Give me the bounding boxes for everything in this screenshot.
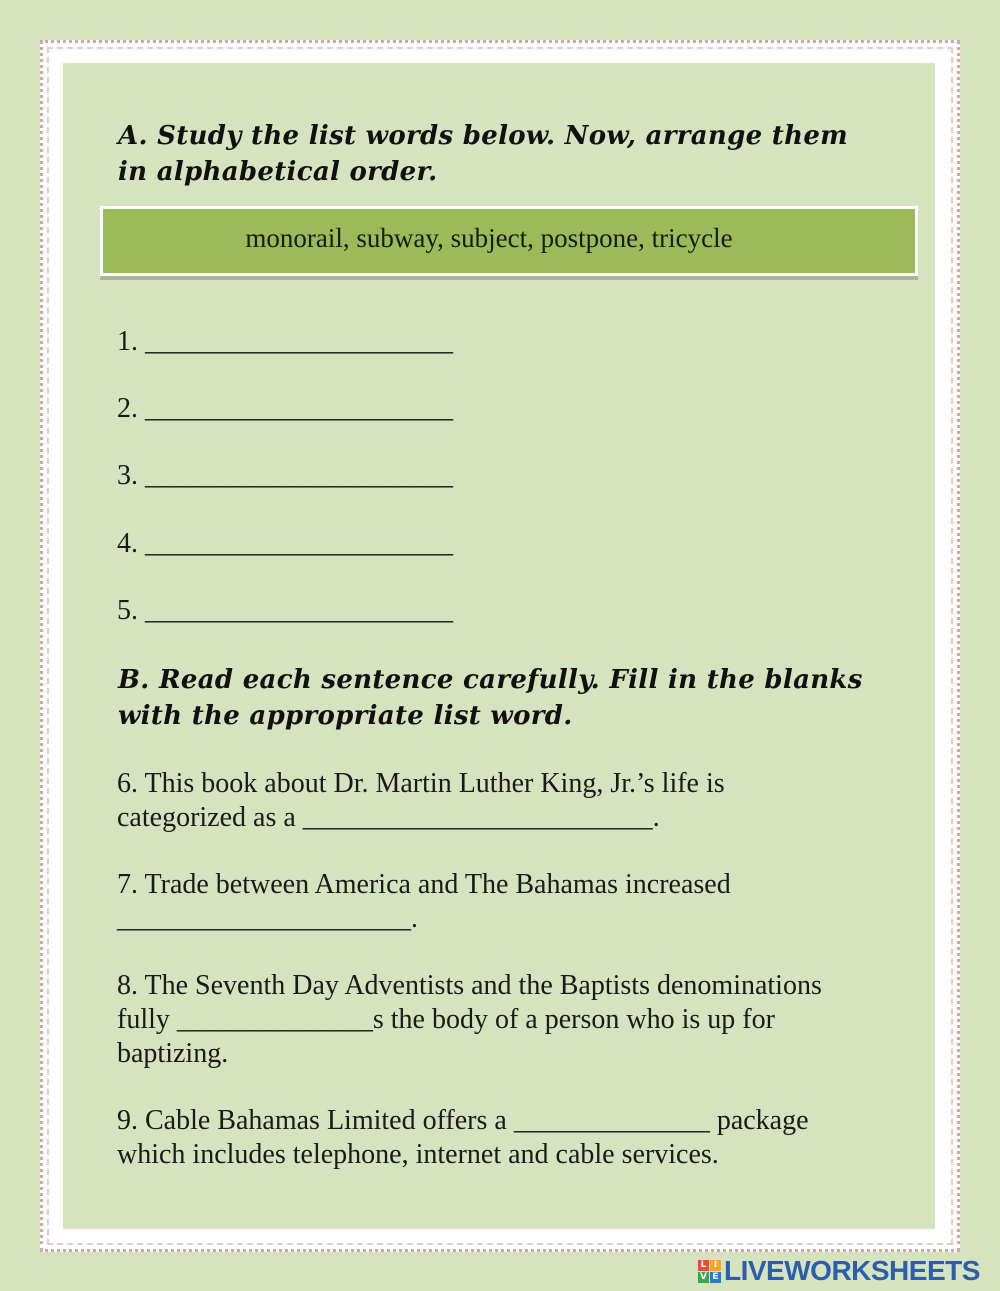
section-a-heading-line2: in alphabetical order. bbox=[118, 157, 438, 187]
question-7-line2[interactable]: _____________________. bbox=[117, 903, 418, 934]
question-7 bbox=[117, 868, 917, 936]
logo-letter-i: I bbox=[710, 1260, 721, 1271]
section-b-heading bbox=[118, 662, 918, 734]
logo-icon bbox=[698, 1260, 721, 1283]
liveworksheets-logo[interactable] bbox=[698, 1255, 980, 1287]
section-a-heading bbox=[118, 118, 918, 190]
question-9-line2: which includes telephone, internet and cable services. bbox=[117, 1139, 719, 1170]
logo-letter-e: E bbox=[710, 1272, 721, 1283]
question-7-line1: 7. Trade between America and The Bahamas increased bbox=[117, 869, 731, 900]
question-6-line2[interactable]: categorized as a _________________________. bbox=[117, 802, 660, 833]
question-9-line1[interactable]: 9. Cable Bahamas Limited offers a ______________ package bbox=[117, 1105, 809, 1136]
question-8-line1: 8. The Seventh Day Adventists and the Baptists denominations bbox=[117, 970, 822, 1001]
question-8-line2[interactable]: fully ______________s the body of a person who is up for bbox=[117, 1004, 775, 1035]
question-6-line1: 6. This book about Dr. Martin Luther King, Jr.’s life is bbox=[117, 768, 725, 799]
logo-text: LIVEWORKSHEETS bbox=[724, 1255, 980, 1286]
answer-line-2[interactable]: 2. ______________________ bbox=[117, 393, 453, 424]
answer-line-3[interactable]: 3. ______________________ bbox=[117, 460, 453, 491]
section-b-heading-line2: with the appropriate list word. bbox=[118, 701, 573, 731]
word-list-box bbox=[100, 206, 918, 276]
logo-letter-l: L bbox=[698, 1260, 709, 1271]
question-9 bbox=[117, 1104, 917, 1172]
answer-line-5[interactable]: 5. ______________________ bbox=[117, 595, 453, 626]
question-8 bbox=[117, 969, 917, 1071]
logo-letter-v: V bbox=[698, 1272, 709, 1283]
section-a-heading-line1: A. Study the list words below. Now, arrange them bbox=[118, 121, 848, 151]
question-6 bbox=[117, 767, 917, 835]
answer-line-4[interactable]: 4. ______________________ bbox=[117, 528, 453, 559]
answer-line-1[interactable]: 1. ______________________ bbox=[117, 326, 453, 357]
question-8-line3: baptizing. bbox=[117, 1038, 229, 1069]
section-b-heading-line1: B. Read each sentence carefully. Fill in the blanks bbox=[118, 665, 863, 695]
word-list-text: monorail, subway, subject, postpone, tricycle bbox=[245, 222, 733, 253]
